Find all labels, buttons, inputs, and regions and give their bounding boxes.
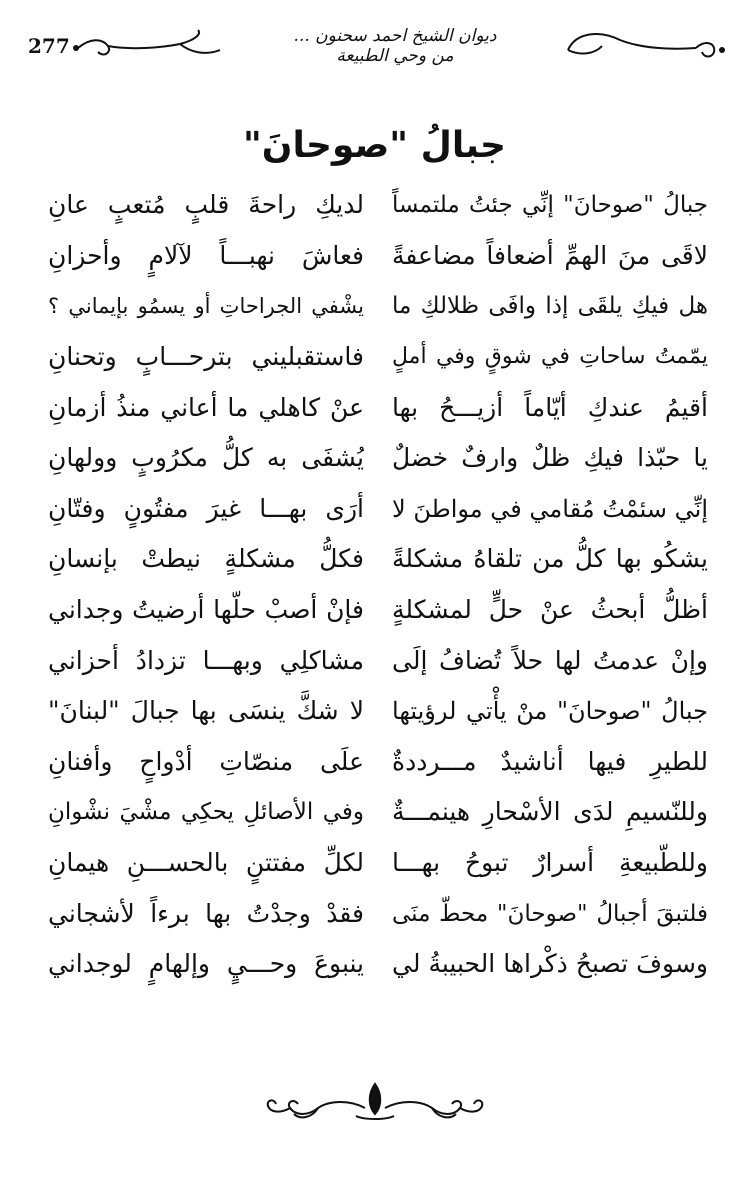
verse-line — [48, 737, 708, 788]
verse-right-hemistich: أظلُّ أبحثُ عنْ حلٍّ لمشكلةٍ — [392, 595, 708, 625]
verse-right-hemistich: لاقَى منَ الهمِّ أضعافاً مضاعفةً — [392, 240, 708, 270]
verse-line — [48, 787, 708, 838]
verse-left-hemistich: يشْفي الجراحاتِ أو يسمُو بإيماني ؟ — [48, 294, 364, 319]
verse-right-hemistich: وإنْ عدمتُ لها حلاً تُضافُ إلَى — [392, 645, 708, 675]
verse-right-hemistich: يمّمتُ ساحاتِ في شوقٍ وفي أملٍ — [392, 344, 708, 370]
verse-left-hemistich: فعاشَ نهبـــاً لآلامٍ وأحزانِ — [48, 240, 364, 270]
verse-left-hemistich: فقدْ وجدْتُ بها برءاً لأشجاني — [48, 898, 364, 928]
verse-left-hemistich: ينبوعَ وحـــيٍ وإلهامٍ لوجداني — [48, 949, 364, 979]
verse-left-hemistich: أرَى بهـــا غيرَ مفتُونٍ وفتّانِ — [48, 493, 364, 523]
verse-right-hemistich: جبالُ "صوحانَ" إنِّي جئتُ ملتمساً — [392, 192, 708, 219]
verse-line — [48, 686, 708, 737]
verse-left-hemistich: فإنْ أصبْ حلّها أرضيتُ وجداني — [48, 595, 364, 625]
verse-left-hemistich: لديكِ راحةَ قلبٍ مُتعبٍ عانِ — [48, 190, 364, 220]
verse-right-hemistich: أقيمُ عندكِ أيّاماً أزيـــحُ بها — [392, 392, 708, 422]
verse-line — [48, 332, 708, 383]
verse-line — [48, 433, 708, 484]
poem-title: جبالُ "صوحانَ" — [243, 125, 506, 166]
verse-right-hemistich: وللنّسيمِ لدَى الأسْحارِ هينمـــةٌ — [392, 797, 708, 827]
verse-line — [48, 484, 708, 535]
header-dot-right — [719, 47, 725, 53]
verse-left-hemistich: لكلِّ مفتتنٍ بالحســـنِ هيمانِ — [48, 848, 364, 878]
verse-line — [48, 888, 708, 939]
verse-line — [48, 382, 708, 433]
page-number: 277 — [28, 34, 70, 58]
verse-right-hemistich: هل فيكِ يلقَى إذا وافَى ظلالكِ ما — [392, 293, 708, 320]
verse-line — [48, 180, 708, 231]
verse-right-hemistich: جبالُ "صوحانَ" منْ يأْتي لرؤيتها — [392, 697, 708, 726]
verse-left-hemistich: يُشفَى به كلُّ مكرُوبٍ وولهانِ — [48, 443, 364, 473]
verse-right-hemistich: فلتبقَ أجبالُ "صوحانَ" محطّ منَى — [392, 900, 708, 927]
verse-right-hemistich: يا حبّذا فيكِ ظلٌ وارفٌ خضلٌ — [392, 443, 708, 473]
verse-left-hemistich: وفي الأصائلِ يحكِي مشْيَ نشْوانِ — [48, 799, 364, 826]
verse-line — [48, 939, 708, 990]
verse-line — [48, 635, 708, 686]
verse-left-hemistich: مشاكلِي وبهـــا تزدادُ أحزاني — [48, 645, 364, 675]
verse-line — [48, 231, 708, 282]
verse-right-hemistich: وللطّبيعةِ أسرارٌ تبوحُ بهـــا — [392, 848, 708, 878]
verse-right-hemistich: وسوفَ تصبحُ ذكْراها الحبيبةُ لي — [392, 949, 708, 979]
running-head-line-2: من وحي الطبيعة — [336, 46, 454, 66]
verse-right-hemistich: للطيرِ فيها أناشيدٌ مـــرددةٌ — [392, 746, 708, 776]
verse-right-hemistich: إنِّي سئمْتُ مُقامي في مواطنَ لا — [392, 494, 708, 523]
verse-line — [48, 281, 708, 332]
verse-left-hemistich: لا شكَّ ينسَى بها جبالَ "لبنانَ" — [48, 696, 364, 726]
verse-line — [48, 534, 708, 585]
poem-body — [48, 180, 708, 990]
running-head — [230, 26, 560, 66]
verse-line — [48, 585, 708, 636]
verse-left-hemistich: علَى منصّاتِ أدْواحٍ وأفنانِ — [48, 746, 364, 776]
footer-ornament — [260, 1078, 490, 1128]
running-head-line-1: ديوان الشيخ احمد سحنون ... — [293, 26, 497, 46]
page-header — [20, 20, 729, 76]
header-dot-left — [73, 45, 79, 51]
verse-left-hemistich: فاستقبليني بترحـــابٍ وتحنانِ — [48, 342, 364, 372]
verse-line — [48, 838, 708, 889]
verse-left-hemistich: فكلُّ مشكلةٍ نيطتْ بإنسانِ — [48, 544, 364, 574]
verse-left-hemistich: عنْ كاهلي ما أعاني منذُ أزمانِ — [48, 392, 364, 422]
verse-right-hemistich: يشكُو بها كلُّ من تلقاهُ مشكلةً — [392, 544, 708, 574]
